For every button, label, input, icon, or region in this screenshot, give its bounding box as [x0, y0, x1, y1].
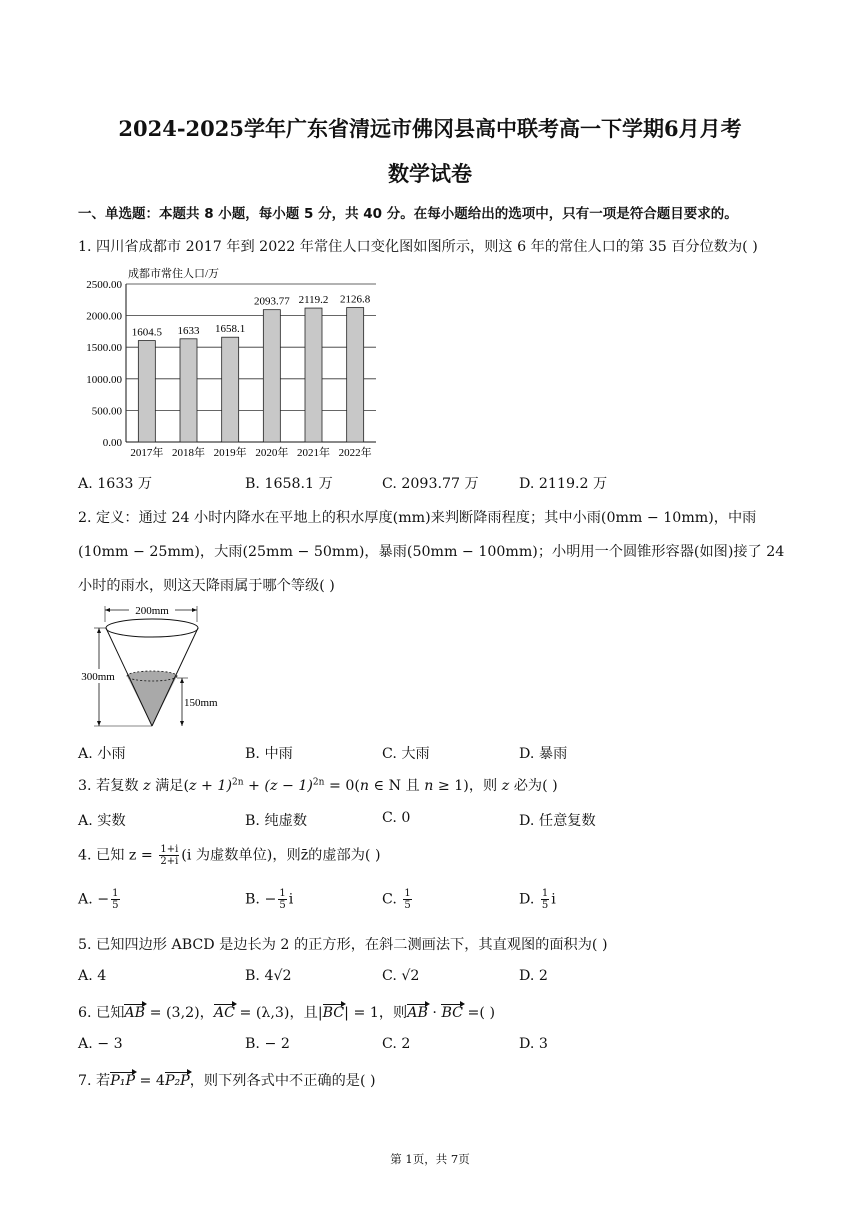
q4-opt-num: 1 [404, 888, 411, 899]
q3-text: 必为( ) [509, 778, 558, 794]
q7-stem [78, 1066, 376, 1090]
q4-opt-frac [111, 888, 119, 911]
q4-opt-den: 5 [404, 900, 411, 911]
q6-option-b[interactable]: B. − 2 [245, 1036, 290, 1052]
page-number: 第 1页，共 7页 [390, 1152, 470, 1166]
q7-text: ，则下列各式中不正确的是( ) [189, 1073, 376, 1089]
q4-opt-den: 5 [112, 900, 119, 911]
q3-exp: 2n [231, 777, 244, 788]
x-tick-label: 2019年 [213, 447, 247, 459]
y-tick-label: 1000.00 [86, 373, 122, 386]
q4-opt-suffix: i [288, 891, 294, 908]
q3-option-d[interactable]: D. 任意复数 [519, 813, 596, 829]
q4-opt-num: 1 [279, 888, 286, 899]
vector-bc: BC [322, 1005, 345, 1021]
q3-text: ∈ N 且 [369, 778, 425, 794]
q2-option-b[interactable]: B. 中雨 [245, 746, 293, 762]
q3-option-b[interactable]: B. 纯虚数 [245, 813, 308, 829]
q3-var: z [501, 778, 510, 794]
vector-ac: AC [213, 1005, 235, 1021]
q2-option-d[interactable]: D. 暴雨 [519, 746, 568, 762]
bar [138, 341, 155, 442]
bar [222, 337, 239, 442]
q2-option-a[interactable]: A. 小雨 [78, 746, 126, 762]
cone-left-label: 300mm [81, 671, 115, 683]
q3-var: n [359, 778, 370, 794]
bar [305, 308, 322, 442]
q4-opt-num: 1 [541, 888, 549, 899]
q4-opt-label: A. − [78, 891, 110, 908]
q3-text: ≥ 1)，则 [433, 778, 502, 794]
x-tick-label: 2022年 [338, 447, 372, 459]
q4-opt-label: C. [382, 891, 402, 908]
q4-opt-den: 5 [541, 900, 549, 911]
q4-fraction [159, 844, 179, 867]
q1-option-c[interactable]: C. 2093.77 万 [382, 476, 479, 492]
q1-option-a[interactable]: A. 1633 万 [78, 476, 153, 492]
q1-stem: 1. 四川省成都市 2017 年到 2022 年常住人口变化图如图所示，则这 6 年的常住人口的第 35 百分位数为( ) [78, 239, 758, 255]
q6-option-c[interactable]: C. 2 [382, 1036, 411, 1052]
q3-option-a[interactable]: A. 实数 [78, 813, 126, 829]
vector-bc: BC [441, 1005, 463, 1021]
paper-title-line2: 数学试卷 [388, 161, 472, 186]
bar-value-label: 2093.77 [253, 295, 290, 308]
q6-text: =( ) [463, 1005, 495, 1021]
q3-text: 3. 若复数 [78, 778, 144, 794]
q2-option-c[interactable]: C. 大雨 [382, 746, 430, 762]
q6-stem [78, 998, 495, 1022]
cone-top-label: 200mm [135, 605, 169, 617]
q3-text: = 0( [324, 778, 360, 794]
q2-line2: (10mm − 25mm)，大雨(25mm − 50mm)，暴雨(50mm − 100mm)；小明用一个圆锥形容器(如图)接了 24 [78, 544, 785, 560]
q4-opt-label: B. − [245, 891, 277, 908]
q4-stem [78, 844, 381, 867]
cone-container-figure [74, 600, 224, 735]
x-tick-label: 2018年 [172, 447, 205, 459]
q1-option-b[interactable]: B. 1658.1 万 [245, 476, 333, 492]
q6-text: · [427, 1005, 442, 1021]
bar [263, 310, 280, 442]
q4-text: 4. 已知 z = [78, 847, 158, 864]
q2-line3: 小时的雨水，则这天降雨属于哪个等级( ) [78, 578, 335, 594]
q6-text: = (3,2)， [145, 1005, 214, 1021]
q6-option-d[interactable]: D. 3 [519, 1036, 548, 1052]
y-tick-label: 1500.00 [86, 342, 122, 355]
section-heading: 一、单选题：本题共 8 小题，每小题 5 分，共 40 分。在每小题给出的选项中，只有一项是符合题目要求的。 [78, 206, 738, 222]
q4-opt-frac [541, 888, 549, 911]
bar-value-label: 1658.1 [215, 323, 246, 336]
q3-exp: 2n [312, 777, 325, 788]
q4-opt-label: D. [519, 891, 539, 908]
q6-text: = (λ,3)，且| [234, 1005, 323, 1021]
vector-p1p: P₁P [110, 1073, 136, 1089]
bar [180, 339, 197, 442]
q3-option-c[interactable]: C. 0 [382, 810, 411, 826]
y-tick-label: 500.00 [91, 405, 122, 418]
y-tick-label: 2000.00 [86, 310, 122, 323]
q1-option-d[interactable]: D. 2119.2 万 [519, 476, 608, 492]
q4-opt-frac [403, 888, 411, 911]
q7-text: = 4 [135, 1073, 165, 1089]
x-tick-label: 2020年 [255, 447, 289, 459]
q6-text: | = 1，则 [344, 1005, 408, 1021]
q4-option-d[interactable] [519, 888, 556, 911]
q4-option-a[interactable] [78, 888, 122, 911]
q2-line1: 2. 定义：通过 24 小时内降水在平地上的积水厚度(mm)来判断降雨程度；其中小雨(0mm − 10mm)，中雨 [78, 510, 757, 526]
q3-stem [78, 775, 558, 795]
population-bar-chart [70, 262, 390, 462]
q3-var: z [143, 778, 151, 794]
q5-stem: 5. 已知四边形 ABCD 是边长为 2 的正方形，在斜二测画法下，其直观图的面积为( ) [78, 937, 608, 953]
chart-title: 成都市常住人口/万 [128, 268, 220, 280]
q5-option-a[interactable]: A. 4 [78, 968, 107, 984]
q4-opt-frac [278, 888, 286, 911]
vector-p2p: P₂P [164, 1073, 190, 1089]
q4-opt-den: 5 [279, 900, 286, 911]
cone-right-label: 150mm [184, 697, 218, 709]
bar-value-label: 2126.8 [340, 293, 371, 306]
paper-title-line1: 2024-2025学年广东省清远市佛冈县高中联考高一下学期6月月考 [118, 116, 742, 141]
bar-value-label: 2119.2 [298, 294, 329, 307]
y-tick-label: 0.00 [102, 437, 122, 449]
q4-den: 2+i [160, 856, 179, 867]
vector-ab: AB [124, 1005, 146, 1021]
q6-option-a[interactable]: A. − 3 [78, 1036, 123, 1052]
q3-var: n [424, 778, 434, 794]
q5-option-c[interactable]: C. √2 [382, 968, 420, 984]
q3-expr: z + 1) [189, 778, 232, 794]
q6-text: 6. 已知 [78, 1005, 125, 1021]
q4-opt-suffix: i [551, 891, 556, 908]
q5-option-b[interactable]: B. 4√2 [245, 968, 292, 984]
q4-num: 1+i [160, 844, 179, 855]
bar-value-label: 1633 [177, 324, 200, 337]
bar [347, 308, 364, 442]
y-tick-label: 2500.00 [86, 279, 122, 291]
x-tick-label: 2017年 [130, 447, 164, 459]
q3-text: 满足( [150, 778, 190, 794]
q5-option-d[interactable]: D. 2 [519, 968, 548, 984]
bar-value-label: 1604.5 [131, 326, 162, 339]
q4-opt-num: 1 [112, 888, 119, 899]
q4-option-b[interactable] [245, 888, 293, 911]
q7-text: 7. 若 [78, 1073, 111, 1089]
q4-option-c[interactable] [382, 888, 414, 911]
q3-expr: + (z − 1) [243, 778, 313, 794]
q4-text: (i 为虚数单位)，则z̄的虚部为( ) [181, 847, 381, 864]
x-tick-label: 2021年 [297, 447, 330, 459]
vector-ab: AB [407, 1005, 428, 1021]
